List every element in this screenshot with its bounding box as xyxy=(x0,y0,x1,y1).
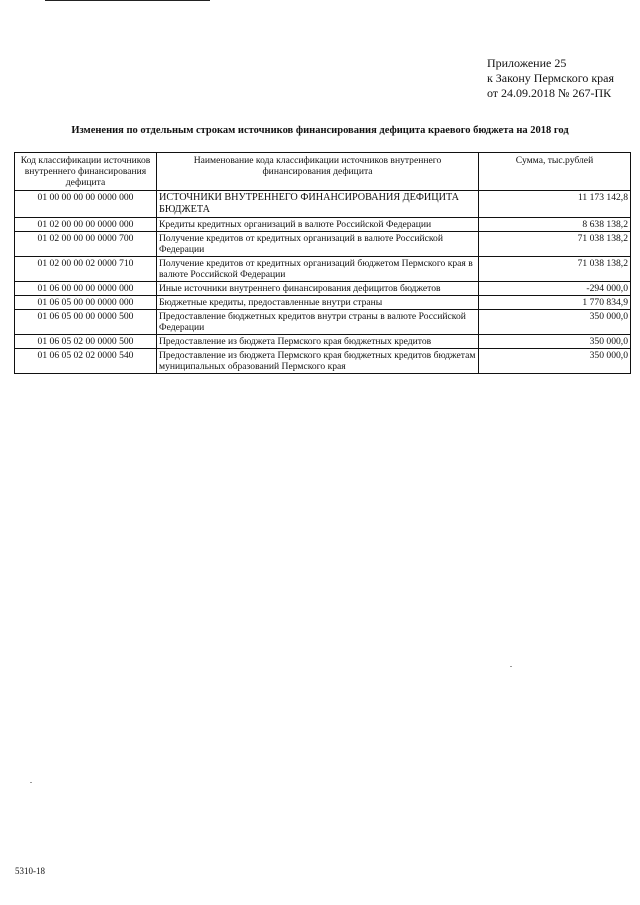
row-sum: 1 770 834,9 xyxy=(479,296,631,310)
row-sum: 350 000,0 xyxy=(479,310,631,335)
header-sum: Сумма, тыс.рублей xyxy=(479,153,631,191)
row-code: 01 06 05 02 00 0000 500 xyxy=(15,335,157,349)
row-sum: 350 000,0 xyxy=(479,335,631,349)
row-code: 01 06 00 00 00 0000 000 xyxy=(15,282,157,296)
table-row xyxy=(15,232,631,257)
row-name: Предоставление из бюджета Пермского края бюджетных кредитов бюджетам муниципальных образований Пермского края xyxy=(157,349,479,374)
document-title: Изменения по отдельным строкам источников финансирования дефицита краевого бюджета на 2018 год xyxy=(71,125,569,136)
table-row xyxy=(15,282,631,296)
row-sum: 8 638 138,2 xyxy=(479,218,631,232)
row-name: Получение кредитов от кредитных организаций в валюте Российской Федерации xyxy=(157,232,479,257)
appendix-line-1: Приложение 25 xyxy=(486,56,567,70)
row-name: Бюджетные кредиты, предоставленные внутри страны xyxy=(157,296,479,310)
top-rule xyxy=(45,0,210,1)
table-row xyxy=(15,310,631,335)
scan-speck xyxy=(30,782,32,783)
appendix-line-3: от 24.09.2018 № 267-ПК xyxy=(486,86,612,100)
row-name: ИСТОЧНИКИ ВНУТРЕННЕГО ФИНАНСИРОВАНИЯ ДЕФИЦИТА БЮДЖЕТА xyxy=(157,191,479,218)
table-row xyxy=(15,335,631,349)
appendix-note xyxy=(487,56,614,101)
row-code: 01 06 05 00 00 0000 000 xyxy=(15,296,157,310)
row-code: 01 06 05 00 00 0000 500 xyxy=(15,310,157,335)
row-sum: 71 038 138,2 xyxy=(479,232,631,257)
table-row xyxy=(15,349,631,374)
row-name: Иные источники внутреннего финансирования дефицитов бюджетов xyxy=(157,282,479,296)
row-name: Получение кредитов от кредитных организаций бюджетом Пермского края в валюте Российской Федерации xyxy=(157,257,479,282)
header-code: Код классификации источников внутреннего финансирования дефицита xyxy=(15,153,157,191)
row-code: 01 02 00 00 00 0000 000 xyxy=(15,218,157,232)
row-sum: 350 000,0 xyxy=(479,349,631,374)
row-code: 01 02 00 00 02 0000 710 xyxy=(15,257,157,282)
header-name: Наименование кода классификации источников внутреннего финансирования дефицита xyxy=(157,153,479,191)
row-sum: 11 173 142,8 xyxy=(479,191,631,218)
row-name: Предоставление бюджетных кредитов внутри страны в валюте Российской Федерации xyxy=(157,310,479,335)
row-code: 01 00 00 00 00 0000 000 xyxy=(15,191,157,218)
table-header-row xyxy=(15,153,631,191)
table-row xyxy=(15,257,631,282)
table-row xyxy=(15,296,631,310)
row-code: 01 06 05 02 02 0000 540 xyxy=(15,349,157,374)
document-code: 5310-18 xyxy=(15,866,45,876)
row-sum: 71 038 138,2 xyxy=(479,257,631,282)
row-name: Кредиты кредитных организаций в валюте Российской Федерации xyxy=(157,218,479,232)
row-sum: -294 000,0 xyxy=(479,282,631,296)
scan-speck xyxy=(510,666,512,667)
row-name: Предоставление из бюджета Пермского края бюджетных кредитов xyxy=(157,335,479,349)
table-row xyxy=(15,191,631,218)
row-code: 01 02 00 00 00 0000 700 xyxy=(15,232,157,257)
appendix-line-2: к Закону Пермского края xyxy=(486,71,614,85)
financing-sources-table xyxy=(14,152,631,374)
table-row xyxy=(15,218,631,232)
